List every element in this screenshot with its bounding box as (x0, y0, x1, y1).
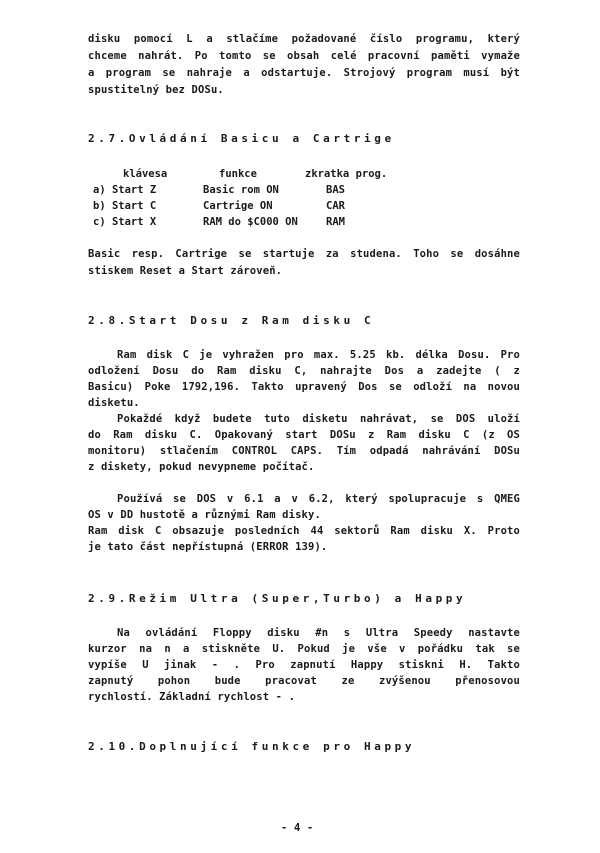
s28-p1-line-2: odložení Dosu do Ram disku C, nahrajte Dos a zadejte ( z (88, 365, 520, 377)
section-2-8-heading: 2.8.Start Dosu z Ram disku C (88, 314, 375, 327)
section-2-7-heading: 2.7.Ovládání Basicu a Cartrige (88, 132, 395, 145)
s29-p1-line-3: vypíše U jinak - . Pro zapnutí Happy stiskni H. Takto (88, 659, 520, 671)
table-row-func: RAM do $C000 ON (203, 216, 298, 228)
s28-p1-line-3: Basicu) Poke 1792,196. Takto upravený Dos se odloží na novou (88, 381, 520, 393)
table-row-key: b) Start C (93, 200, 157, 212)
section-2-10-heading: 2.10.Doplnující funkce pro Happy (88, 740, 416, 753)
s28-p3-line-4: je tato část nepřístupná (ERROR 139). (88, 541, 328, 553)
table-header-abbr: zkratka prog. (305, 168, 388, 180)
s27-para-line-2: stiskem Reset a Start zároveň. (88, 265, 283, 277)
intro-line-4: spustitelný bez DOSu. (88, 84, 224, 96)
page-number: - 4 - (281, 822, 314, 834)
s29-p1-line-5: rychlostí. Základní rychlost - . (88, 691, 296, 703)
s28-p3-line-2: OS v DD hustotě a různými Ram disky. (88, 509, 321, 521)
s27-para-line-1: Basic resp. Cartrige se startuje za studena. Toho se dosáhne (88, 248, 520, 260)
table-row-key: c) Start X (93, 216, 157, 228)
s29-p1-line-4: zapnutý pohon bude pracovat ze zvýšenou přenosovou (88, 675, 520, 687)
s28-p2-line-1: Pokaždé když budete tuto disketu nahrávat, se DOS uloží (117, 413, 520, 425)
s28-p1-line-4: disketu. (88, 397, 140, 409)
s28-p1-line-1: Ram disk C je vyhražen pro max. 5.25 kb. délka Dosu. Pro (117, 349, 520, 361)
intro-line-1: disku pomocí L a stlačíme požadované číslo programu, který (88, 33, 520, 45)
table-row-abbr: CAR (326, 200, 345, 212)
section-2-9-heading: 2.9.Režim Ultra (Super,Turbo) a Happy (88, 592, 467, 605)
table-row-func: Cartrige ON (203, 200, 273, 212)
s28-p2-line-4: z diskety, pokud nevypneme počítač. (88, 461, 315, 473)
s29-p1-line-1: Na ovládání Floppy disku #n s Ultra Speedy nastavte (117, 627, 520, 639)
s28-p3-line-1: Používá se DOS v 6.1 a v 6.2, který spolupracuje s QMEG (117, 493, 520, 505)
table-header-key: klávesa (123, 168, 168, 180)
table-row-func: Basic rom ON (203, 184, 279, 196)
table-row-abbr: BAS (326, 184, 345, 196)
s29-p1-line-2: kurzor na n a stiskněte U. Pokud je vše v pořádku tak se (88, 643, 520, 655)
intro-line-2: chceme nahrát. Po tomto se obsah celé pracovní paměti vymaže (88, 50, 520, 62)
table-row-key: a) Start Z (93, 184, 157, 196)
s28-p2-line-3: monitoru) stlačením CONTROL CAPS. Tím odpadá nahrávání DOSu (88, 445, 520, 457)
table-header-function: funkce (219, 168, 257, 180)
s28-p3-line-3: Ram disk C obsazuje posledních 44 sektorů Ram disku X. Proto (88, 525, 520, 537)
intro-line-3: a program se nahraje a odstartuje. Strojový program musí být (88, 67, 520, 79)
table-row-abbr: RAM (326, 216, 345, 228)
s28-p2-line-2: do Ram disku C. Opakovaný start DOSu z Ram disku C (z OS (88, 429, 520, 441)
